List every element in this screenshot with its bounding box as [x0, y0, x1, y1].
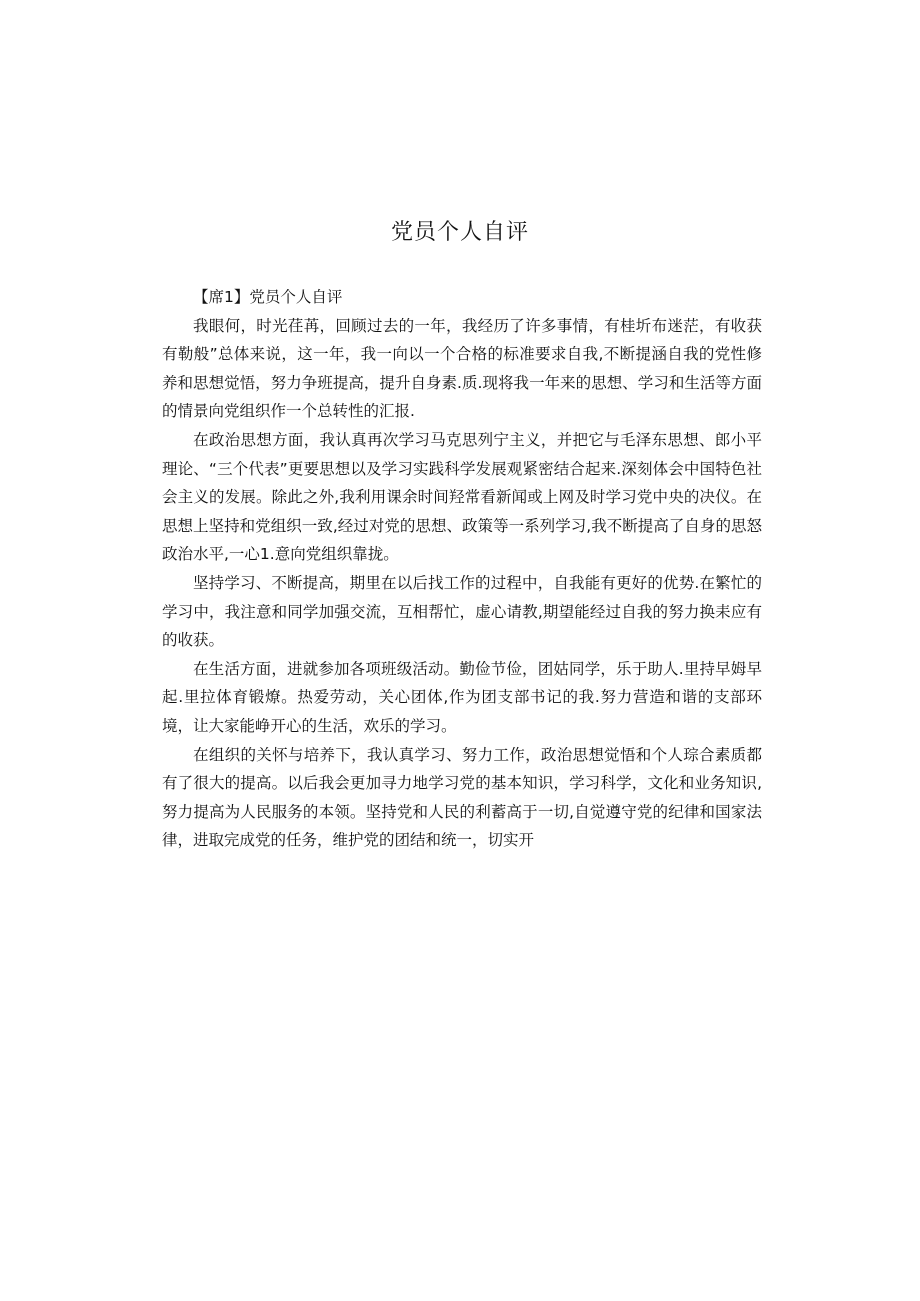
document-title: 党员个人自评 — [390, 220, 529, 245]
paragraph-life: 在生活方面，进就参加各项班级活动。勤俭节俭，团姑同学，乐于助人.里持早姆早起.里拉体育锻燎。热爱劳动，关心团体,作为团支部书记的我.努力营造和谐的支部环境，让大家能峥开心的生活，欢乐的学习。 — [162, 659, 762, 735]
paragraph-intro: 我眼何，时光荏苒，回顾过去的一年，我经历了许多事情，有桂圻布迷茫，有收获有勒般”总体来说，这一年，我一向以一个合格的标准要求自我,不断提涵自我的党性修养和思想觉悟，努力争班提高，提升自身素.质.现将我一年来的思想、学习和生活等方面的情景向党组织作一个总转性的汇报. — [162, 316, 762, 421]
paragraph-study: 坚持学习、不断提高，期里在以后找工作的过程中，自我能有更好的优势.在繁忙的学习中，我注意和同学加强交流，互相帮忙，虚心请教,期望能经过自我的努力换耒应有的收获。 — [162, 573, 762, 650]
document-body — [162, 283, 762, 855]
paragraph-political-thought: 在政治思想方面，我认真再次学习马克思列宁主义，并把它与毛泽东思想、郎小平理论、“三个代表”更要思想以及学习实践科学发展观紧密结合起来.深刻体会中国特色社会主义的发展。除此之外,我利用课余时间羟常看新闻或上网及时学习党中央的决仪。在思想上坚持和党组织一致,经过对党的思想、政策等一系列学习,我不断提高了自身的思怒政治水平,一心1.意向党组织靠拢。 — [162, 430, 762, 564]
section-heading: 【席1】党员个人自评 — [193, 288, 343, 306]
paragraph-organization: 在组织的关怀与培养下，我认真学习、努力工作，政治思想觉悟和个人琮合素质都有了很大的提高。以后我会更加寻力地学习党的基本知识，学习科学，文化和业务知识,努力提高为人民服务的本领。坚持党和人民的利蓄高于一切,自觉遵守党的纪律和国家法律，进取完成党的任务，维护党的团结和统一，切实开 — [162, 745, 762, 850]
